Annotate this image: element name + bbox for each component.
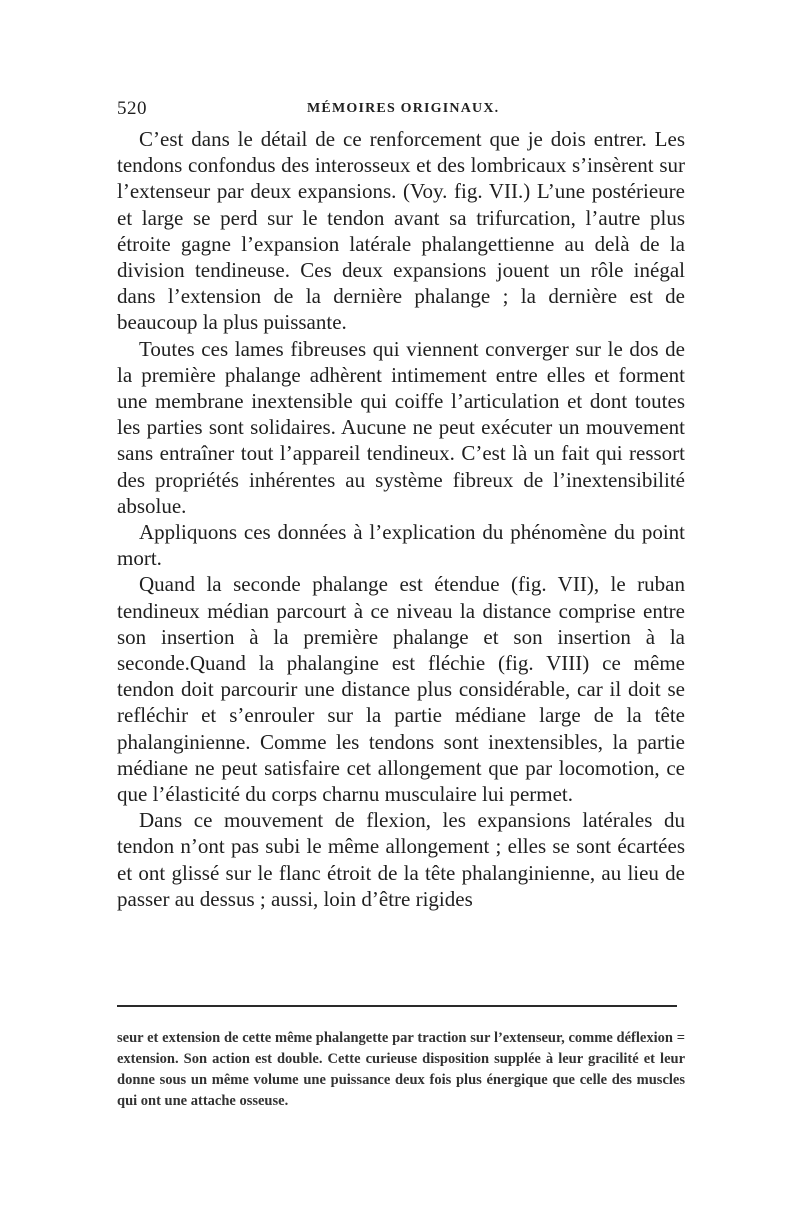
paragraph: C’est dans le détail de ce renforcement que je dois entrer. Les tendons confondus des interosseux et des lombricaux s’insèrent sur l’extenseur par deux expansions. (Voy. fig. VII.) L’une postérieure et large se perd sur le tendon avant sa trifurcation, l’autre plus étroite gagne l’expansion latérale phalangettienne au delà de la division tendineuse. Ces deux expansions jouent un rôle inégal dans l’extension de la dernière phalange ; la dernière est de beaucoup la plus puissante. [117, 127, 685, 335]
footnote-divider [117, 1005, 677, 1007]
body-text [117, 126, 685, 912]
paragraph: Appliquons ces données à l’explication du phénomène du point mort. [117, 520, 685, 571]
running-head: MÉMOIRES ORIGINAUX. [307, 101, 500, 116]
page-header [117, 98, 685, 124]
paragraph: Toutes ces lames fibreuses qui viennent converger sur le dos de la première phalange adhèrent intimement entre elles et forment une membrane inextensible qui coiffe l’articulation et dont toutes les parties sont solidaires. Aucune ne peut exécuter un mouvement sans entraîner tout l’appareil tendineux. C’est là un fait qui ressort des propriétés inhérentes au système fibreux de l’inextensibilité absolue. [117, 336, 685, 518]
footnote [117, 1028, 685, 1112]
footnote-text: seur et extension de cette même phalangette par traction sur l’extenseur, comme déflexion = extension. Son action est double. Cette curieuse disposition supplée à leur gracilité et leur donne sous un même volume une puissance deux fois plus énergique que celle des muscles qui ont une attache osseuse. [117, 1030, 685, 1109]
paragraph: Quand la seconde phalange est étendue (fig. VII), le ruban tendineux médian parcourt à ce niveau la distance comprise entre son insertion à la première phalange et son insertion à la seconde.Quand la phalangine est fléchie (fig. VIII) ce même tendon doit parcourir une distance plus considérable, car il doit se refléchir et s’enrouler sur la partie médiane large de la tête phalanginienne. Comme les tendons sont inextensibles, la partie médiane ne peut satisfaire cet allongement que par locomotion, ce que l’élasticité du corps charnu musculaire lui permet. [117, 572, 685, 807]
page-number: 520 [117, 98, 147, 119]
paragraph: Dans ce mouvement de flexion, les expansions latérales du tendon n’ont pas subi le même allongement ; elles se sont écartées et ont glissé sur le flanc étroit de la tête phalanginienne, au lieu de passer au dessus ; aussi, loin d’être rigides [117, 808, 685, 911]
